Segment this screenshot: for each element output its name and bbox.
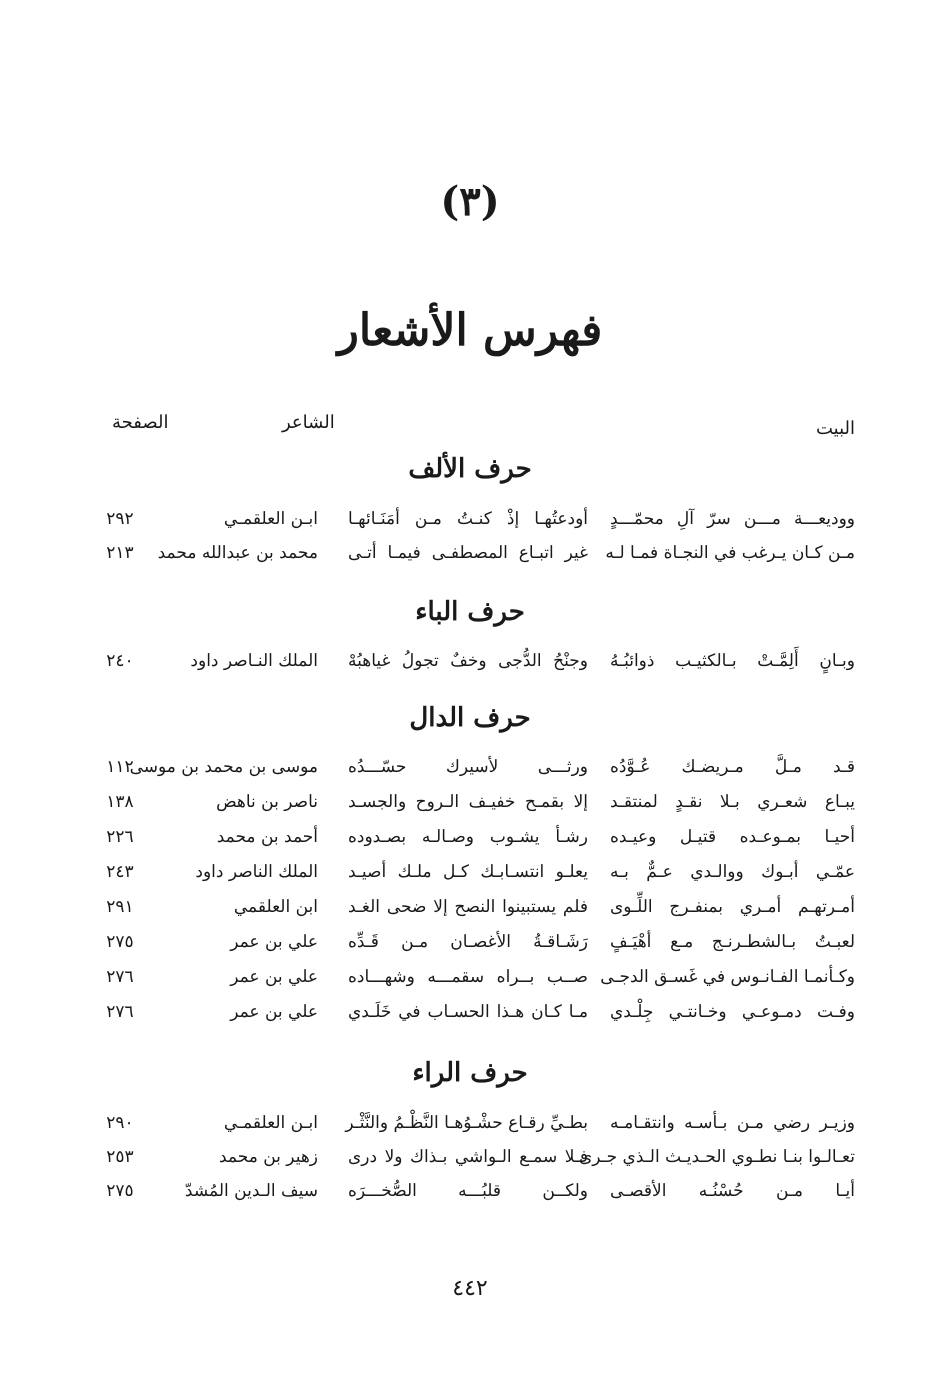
page-number: ٤٤٢ [452,1276,488,1301]
page-ref: ٢٢٦ [106,827,134,847]
verse-first-hemistich: لعبـتُ بـالشطـرنـج مـع أهْيَـفٍ [610,932,855,952]
page-title: فهرس الأشعار [337,305,603,356]
page-ref: ٢٧٦ [106,1002,134,1022]
page-ref: ٢٩٢ [106,509,134,529]
table-row [0,509,940,543]
table-row [0,827,940,861]
poet-name: الملك النـاصر داود [190,651,318,671]
verse-first-hemistich: وكـأنمـا الفـانـوس في غَسـق الدجـى [600,967,855,987]
column-header-page: الصفحة [112,412,169,433]
verse-second-hemistich: رشـأ يشـوب وصـالـه بصـدوده [348,827,588,847]
section-heading-ba: حرف الباء [415,597,525,627]
page-ref: ٢٩١ [106,897,134,917]
table-row [0,862,940,896]
verse-second-hemistich: صــب بــراه سقمـــه وشهـــاده [348,967,588,987]
column-header-verse: البيت [815,418,855,439]
verse-first-hemistich: وفـت دمـوعـي وخـانتـي جِلْـدي [610,1002,855,1022]
verse-second-hemistich: ورثـــى لأسيرك حسّـــدُه [348,757,588,777]
column-header-poet: الشاعر [282,412,335,433]
poet-name: علي بن عمر [230,1002,318,1022]
verse-first-hemistich: تعـالـوا بنـا نطـوي الحـديـث الـذي جـرى [578,1147,855,1167]
page-ref: ١٣٨ [106,792,134,812]
table-row [0,1181,940,1215]
page-ref: ٢٧٦ [106,967,134,987]
verse-second-hemistich: إلا بقمـح خفيـف الـروح والجسـد [348,792,588,812]
poet-name: موسى بن محمد بن موسى [129,757,318,777]
poet-name: أحمد بن محمد [216,827,318,847]
verse-second-hemistich: ولكــن قلبُـــه الصُّخـــرَه [348,1181,588,1201]
poet-name: الملك الناصر داود [195,862,318,882]
verse-first-hemistich: قـد مـلَّ مـريضـك عُـوَّدُه [610,757,855,777]
verse-first-hemistich: أيـا مـن حُسْنُـه الأقصـى [610,1181,855,1201]
chapter-number: (٣) [440,178,500,225]
table-row [0,1113,940,1147]
verse-second-hemistich: بطـيِّ رقـاع حشْـوُهـا النَّظْـمُ والنَّثْـر [345,1113,588,1133]
page-ref: ٢٥٣ [106,1147,134,1167]
page-ref: ٢٧٥ [106,932,134,952]
page-ref: ٢١٣ [106,543,134,563]
verse-first-hemistich: أحيـا بمـوعـده قتيـل وعيـده [610,827,855,847]
poet-name: ابـن العلقمـي [223,1113,318,1133]
page-ref: ١١٢ [106,757,134,777]
poet-name: سيف الـدين المُشدّ [184,1181,318,1201]
verse-second-hemistich: يعلـو انتسـابـك كـل ملـك أصيـد [348,862,588,882]
poet-name: ناصر بن ناهض [216,792,318,812]
page-ref: ٢٩٠ [106,1113,134,1133]
table-row [0,651,940,685]
verse-second-hemistich: مـا كـان هـذا الحسـاب في خَلَـدي [348,1002,588,1022]
table-row [0,757,940,791]
table-row [0,1002,940,1036]
table-row [0,792,940,826]
verse-second-hemistich: فلم يستبينوا النصح إلا ضحى الغـد [348,897,588,917]
verse-second-hemistich: فـلا سمـع الـواشي بـذاك ولا درى [348,1147,588,1167]
page-ref: ٢٤٣ [106,862,134,882]
verse-second-hemistich: غير اتبـاع المصطفـى فيمـا أتـى [348,543,588,563]
verse-first-hemistich: يبـاع شعـري بـلا نقـدٍ لمنتقـد [610,792,855,812]
column-headers [0,412,940,448]
verse-first-hemistich: أمـرتهـم أمـري بمنفـرج اللِّـوى [610,897,855,917]
poet-name: ابـن العلقمـي [223,509,318,529]
poet-name: ابن العلقمي [233,897,318,917]
page-ref: ٢٧٥ [106,1181,134,1201]
verse-first-hemistich: عمّـي أبـوك ووالـدي عـمٌّ بـه [610,862,855,882]
verse-second-hemistich: وجنْحُ الدُّجى وخفٌ تجولُ غياهبُهْ [348,651,588,671]
table-row [0,1147,940,1181]
poet-name: محمد بن عبدالله محمد [157,543,318,563]
table-row [0,897,940,931]
poet-name: علي بن عمر [230,967,318,987]
section-heading-alif: حرف الألف [408,454,532,484]
verse-first-hemistich: وزيـر رضي مـن بـأسـه وانتقـامـه [610,1113,855,1133]
table-row [0,543,940,577]
verse-first-hemistich: وبـانٍ أَلِمَّـتْ بـالكثيـب ذوائبُـهُ [610,651,855,671]
poet-name: علي بن عمر [230,932,318,952]
verse-first-hemistich: مـن كـان يـرغب في النجـاة فمـا لـه [605,543,855,563]
page-ref: ٢٤٠ [106,651,134,671]
verse-second-hemistich: أودعتُهـا إذْ كنـتُ مـن أمَنَـائهـا [348,509,588,529]
table-row [0,967,940,1001]
section-heading-ra: حرف الراء [412,1058,528,1088]
verse-second-hemistich: رَشَـاقـةُ الأغصـان مـن قَـدِّه [348,932,588,952]
table-row [0,932,940,966]
verse-first-hemistich: ووديعـــة مـــن سرّ آلِ محمّـــدٍ [610,509,855,529]
poet-name: زهير بن محمد [219,1147,318,1167]
section-heading-dal: حرف الدال [409,703,531,733]
